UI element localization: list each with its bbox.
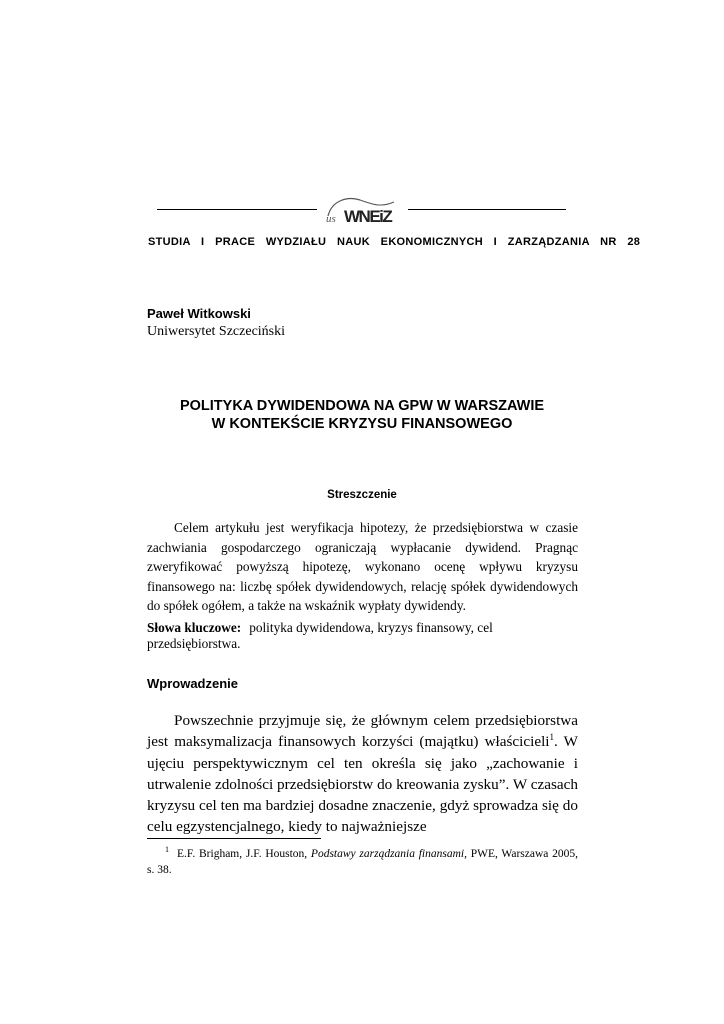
svg-text:WNEiZ: WNEiZ xyxy=(344,207,392,226)
paper-title-line-1: POLITYKA DYWIDENDOWA NA GPW W WARSZAWIE xyxy=(179,398,545,414)
intro-text-part-2: . W ujęciu perspektywicznym cel ten określa się jako „zachowanie i utrwalenie zdolności przedsiębiorstw do kreowania zysku”. W czasach kryzysu cel ten ma bardziej dosadne znaczenie, gdyż sprowadza się do celu egzystencjalnego, kiedy to najważniejsze xyxy=(147,733,579,836)
keywords xyxy=(147,620,587,652)
footnote xyxy=(147,846,578,878)
keywords-text: polityka dywidendowa, kryzys finansowy, cel przedsiębiorstwa. xyxy=(147,620,493,651)
header-rule-left xyxy=(157,209,317,210)
footnote-text-part-1: E.F. Brigham, J.F. Houston, xyxy=(177,848,311,860)
wneiz-logo xyxy=(322,190,402,230)
paper-title xyxy=(148,397,576,433)
abstract-text: Celem artykułu jest weryfikacja hipotezy, że przedsiębiorstwa w czasie zachwiania gospodarczego ograniczają wypłacanie dywidend. Pragnąc zweryfikować powyższą hipotezę, wykonano ocenę wpływu kryzysu finansowego na: liczbę spółek dywidendowych, relację spółek dywidendowych do spółek ogółem, a także na wskaźnik wypłaty dywidendy. xyxy=(147,520,578,613)
footnote-separator xyxy=(147,838,321,839)
intro-text xyxy=(147,710,578,838)
footnote-text-part-2: , PWE, Warszawa 2005, s. 38. xyxy=(147,848,579,876)
intro-heading: Wprowadzenie xyxy=(147,676,239,691)
paper-title-line-2: W KONTEKŚCIE KRYZYSU FINANSOWEGO xyxy=(211,416,513,432)
author-name: Paweł Witkowski xyxy=(147,306,251,321)
svg-text:us: us xyxy=(326,213,336,225)
footnote-number: 1 xyxy=(165,845,169,855)
author-affiliation: Uniwersytet Szczeciński xyxy=(147,324,286,339)
abstract-heading: Streszczenie xyxy=(327,489,397,501)
series-title: STUDIA I PRACE WYDZIAŁU NAUK EKONOMICZNYCH I ZARZĄDZANIA NR 28 xyxy=(148,236,641,248)
footnote-book-title: Podstawy zarządzania finansami xyxy=(310,848,465,860)
intro-text-part-1: Powszechnie przyjmuje się, że głównym celem przedsiębiorstwa jest maksymalizacja finansowych korzyści (majątku) właścicieli xyxy=(147,712,578,751)
header-rule-right xyxy=(408,209,566,210)
footnote-reference: 1 xyxy=(549,732,555,743)
keywords-label: Słowa kluczowe: xyxy=(147,620,242,635)
